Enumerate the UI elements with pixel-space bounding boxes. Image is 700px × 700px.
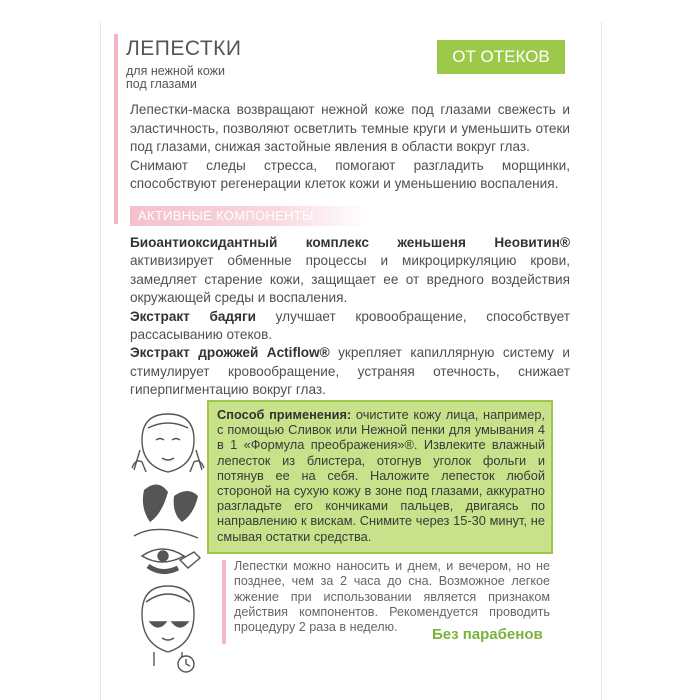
purpose-badge: ОТ ОТЕКОВ — [437, 40, 565, 74]
component-item — [130, 308, 570, 345]
product-title: ЛЕПЕСТКИ — [126, 37, 242, 60]
subtitle-line-1: для нежной кожи — [126, 64, 225, 78]
pink-note-bar — [222, 560, 226, 644]
component-item — [130, 234, 570, 308]
subtitle-line-2: под глазами — [126, 77, 197, 91]
usage-instructions — [217, 407, 545, 544]
usage-body: очистите кожу лица, например, с помощью Сливок или Нежной пенки для умывания 4 в 1 «Формула преображения»®. Извлеките влажный лепесток из блистера, отогнув уголок фольги и потянув ее на себя. Наложите лепесток любой стороной на сухую кожу в зоне под глазами, аккуратно разгладьте его кончиками пальцев, двигаясь по направлению к вискам. Снимите через 15-30 минут, не смывая остатки средства. — [217, 407, 545, 544]
face-with-patches-icon — [142, 586, 194, 666]
component-description: улучшает кровообращение, способствует рассасыванию отеков. — [130, 308, 570, 343]
no-parabens-label: Без парабенов — [432, 626, 543, 643]
component-name: Биоантиоксидантный комплекс женьшеня Неовитин® — [130, 235, 570, 250]
eye-patch-icon — [143, 484, 198, 522]
component-name: Экстракт бадяги — [130, 308, 257, 324]
component-description: активизирует обменные процессы и микроциркуляцию крови, замедляет старение кожи, защищает ее от вредного воздействия окружающей среды и воспаления. — [130, 253, 570, 306]
components-list — [130, 234, 570, 400]
component-item — [130, 344, 570, 399]
usage-label: Способ применения: — [217, 407, 352, 422]
intro-paragraph-2: Снимают следы стресса, помогают разгладить морщинки, способствуют регенерации клеток кожи и уменьшению воспаления. — [130, 157, 570, 192]
component-name: Экстракт дрожжей Actiflow® — [130, 345, 330, 361]
face-cleansing-icon — [132, 414, 204, 472]
active-components-heading: АКТИВНЫЕ КОМПОНЕНТЫ — [130, 206, 368, 226]
product-subtitle — [126, 65, 225, 91]
intro-paragraph-1: Лепестки-маска возвращают нежной коже под глазами свежесть и эластичность, позволяют осветлить темные круги и уменьшить отеки под глазами, снижая застойные явления в области вокруг глаз. — [130, 102, 570, 155]
intro-text — [130, 101, 570, 194]
component-description: укрепляет капиллярную систему и стимулирует кровообращение, устраняя отечность, снижает гиперпигментацию вокруг глаз. — [130, 345, 570, 398]
clock-icon — [178, 656, 194, 672]
usage-illustrations — [128, 410, 208, 680]
pink-accent-bar — [114, 34, 118, 224]
usage-note: Лепестки можно наносить и днем, и вечером, но не позднее, чем за 2 часа до сна. Возможное легкое жжение при использовании является признаком действия компонентов. Рекомендуется проводить процедуру 2 раза в неделю. — [234, 559, 550, 635]
patch-application-icon — [134, 529, 200, 571]
